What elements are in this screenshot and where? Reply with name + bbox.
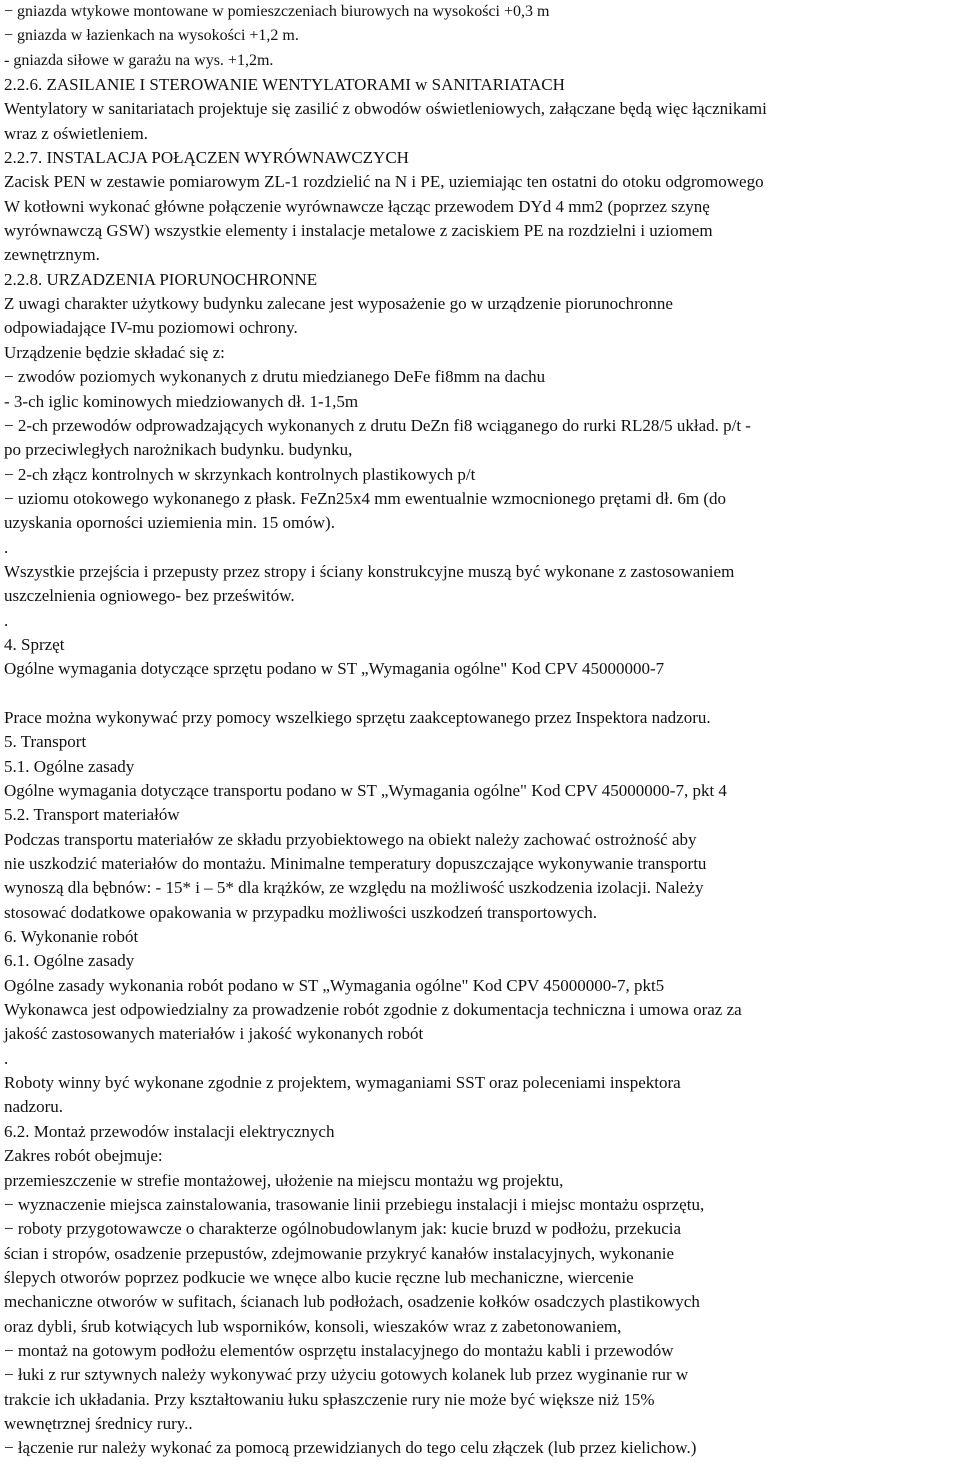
text-line: trakcie ich układania. Przy kształtowaniu łuku spłaszczenie rury nie może być większe niż 15%	[4, 1389, 655, 1409]
section-heading: 2.2.8. URZADZENIA PIORUNOCHRONNE	[4, 269, 318, 289]
list-item: − zwodów poziomych wykonanych z drutu miedzianego DeFe fi8mm na dachu	[4, 367, 546, 387]
text-line: wynoszą dla bębnów: - 15* i – 5* dla krążków, ze względu na możliwość uszkodzenia izolacji. Należy	[4, 878, 704, 898]
text-line: .	[4, 610, 9, 630]
section-heading: 2.2.6. ZASILANIE I STEROWANIE WENTYLATORAMI w SANITARIATACH	[4, 75, 565, 95]
text-line: .	[4, 1048, 9, 1068]
text-line: − gniazda wtykowe montowane w pomieszczeniach biurowych na wysokości +0,3 m	[4, 3, 550, 20]
blank-line	[4, 682, 956, 706]
text-line: − gniazda w łazienkach na wysokości +1,2 m.	[4, 27, 299, 45]
text-line: - gniazda siłowe w garażu na wys. +1,2m.	[4, 51, 274, 69]
text-line: wewnętrznej średnicy rury..	[4, 1413, 193, 1433]
text-line: przemieszczenie w strefie montażowej, ułożenie na miejscu montażu wg projektu,	[4, 1170, 564, 1190]
text-line: Prace można wykonywać przy pomocy wszelkiego sprzętu zaakceptowanego przez Inspektora nadzoru.	[4, 707, 711, 727]
text-line: odpowiadające IV-mu poziomowi ochrony.	[4, 318, 298, 338]
text-line: uzyskania oporności uziemienia min. 15 omów).	[4, 513, 335, 533]
text-line: jakość zastosowanych materiałów i jakość wykonanych robót	[4, 1024, 424, 1044]
text-line: ślepych otworów poprzez podkucie we wnęce albo kucie ręczne lub mechaniczne, wiercenie	[4, 1267, 634, 1287]
text-line: nie uszkodzić materiałów do montażu. Minimalne temperatury dopuszczające wykonywanie transportu	[4, 854, 707, 874]
section-heading: 6. Wykonanie robót	[4, 927, 139, 947]
text-line: wraz z oświetleniem.	[4, 123, 148, 143]
text-line: stosować dodatkowe opakowania w przypadku możliwości uszkodzeń transportowych.	[4, 902, 597, 922]
text-line: Ogólne wymagania dotyczące transportu podano w ST „Wymagania ogólne" Kod CPV 45000000-7, pkt 4	[4, 781, 727, 800]
section-heading: 5. Transport	[4, 732, 87, 752]
text-line: mechaniczne otworów w sufitach, ścianach lub podłożach, osadzenie kołków osadczych plastikowych	[4, 1292, 700, 1312]
text-line: nadzoru.	[4, 1097, 64, 1117]
text-line: zewnętrznym.	[4, 245, 100, 265]
text-line: Zacisk PEN w zestawie pomiarowym ZL-1 rozdzielić na N i PE, uziemiając ten ostatni do otoku odgromowego	[4, 172, 764, 192]
list-item: − roboty przygotowawcze o charakterze ogólnobudowlanym jak: kucie bruzd w podłożu, przekucia	[4, 1219, 682, 1239]
text-line: W kotłowni wykonać główne połączenie wyrównawcze łącząc przewodem DYd 4 mm2 (poprzez szynę	[4, 196, 710, 216]
text-line: Z uwagi charakter użytkowy budynku zalecane jest wyposażenie go w urządzenie piorunochronne	[4, 294, 673, 314]
text-line: uszczelnienia ogniowego- bez prześwitów.	[4, 586, 295, 606]
list-item: − wyznaczenie miejsca zainstalowania, trasowanie linii przebiegu instalacji i miejsc montażu osprzętu,	[4, 1194, 705, 1214]
section-heading: 6.1. Ogólne zasady	[4, 951, 135, 971]
text-line: oraz dybli, śrub kotwiących lub wsporników, konsoli, wieszaków wraz z zabetonowaniem,	[4, 1316, 622, 1336]
list-item: − łączenie rur należy wykonać za pomocą przewidzianych do tego celu złączek (lub przez kielichow.)	[4, 1438, 697, 1458]
text-line: Wszystkie przejścia i przepusty przez stropy i ściany konstrukcyjne muszą być wykonane z zastosowaniem	[4, 561, 735, 581]
list-item: − 2-ch złącz kontrolnych w skrzynkach kontrolnych plastikowych p/t	[4, 464, 476, 484]
section-heading: 5.2. Transport materiałów	[4, 805, 180, 825]
text-line: Zakres robót obejmuje:	[4, 1146, 163, 1166]
text-line: Wykonawca jest odpowiedzialny za prowadzenie robót zgodnie z dokumentacja techniczna i umowa oraz za	[4, 1000, 742, 1020]
list-item: − łuki z rur sztywnych należy wykonywać przy użyciu gotowych kolanek lub przez wyginanie rur w	[4, 1365, 689, 1385]
document-text	[4, 0, 956, 1461]
text-line: Ogólne zasady wykonania robót podano w ST „Wymagania ogólne" Kod CPV 45000000-7, pkt5	[4, 975, 665, 995]
text-line: po przeciwległych narożnikach budynku. budynku,	[4, 440, 353, 460]
text-line: .	[4, 537, 9, 557]
section-heading: 5.1. Ogólne zasady	[4, 756, 135, 776]
list-item: − 2-ch przewodów odprowadzających wykonanych z drutu DeZn fi8 wciąganego do rurki RL28/5 układ. p/t -	[4, 415, 751, 435]
section-heading: 4. Sprzęt	[4, 634, 65, 654]
text-line: Podczas transportu materiałów ze składu przyobiektowego na obiekt należy zachować ostrożność aby	[4, 829, 697, 849]
list-item: - 3-ch iglic kominowych miedziowanych dł. 1-1,5m	[4, 391, 359, 411]
section-heading: 2.2.7. INSTALACJA POŁĄCZEN WYRÓWNAWCZYCH	[4, 148, 409, 168]
text-line: Ogólne wymagania dotyczące sprzętu podano w ST „Wymagania ogólne" Kod CPV 45000000-7	[4, 659, 665, 679]
section-heading: 6.2. Montaż przewodów instalacji elektrycznych	[4, 1121, 335, 1141]
text-line: Wentylatory w sanitariatach projektuje się zasilić z obwodów oświetleniowych, załączane będą więc łącznikami	[4, 99, 767, 119]
list-item: − uziomu otokowego wykonanego z płask. FeZn25x4 mm ewentualnie wzmocnionego prętami dł. 6m (do	[4, 488, 727, 508]
text-line: Urządzenie będzie składać się z:	[4, 342, 225, 362]
text-line: wyrównawczą GSW) wszystkie elementy i instalacje metalowe z zaciskiem PE na rozdzielni i uziomem	[4, 221, 713, 241]
list-item: − montaż na gotowym podłożu elementów osprzętu instalacyjnego do montażu kabli i przewodów	[4, 1340, 674, 1360]
text-line: ścian i stropów, osadzenie przepustów, zdejmowanie przykryć kanałów instalacyjnych, wykonanie	[4, 1243, 675, 1263]
text-line: Roboty winny być wykonane zgodnie z projektem, wymaganiami SST oraz poleceniami inspektora	[4, 1073, 681, 1093]
